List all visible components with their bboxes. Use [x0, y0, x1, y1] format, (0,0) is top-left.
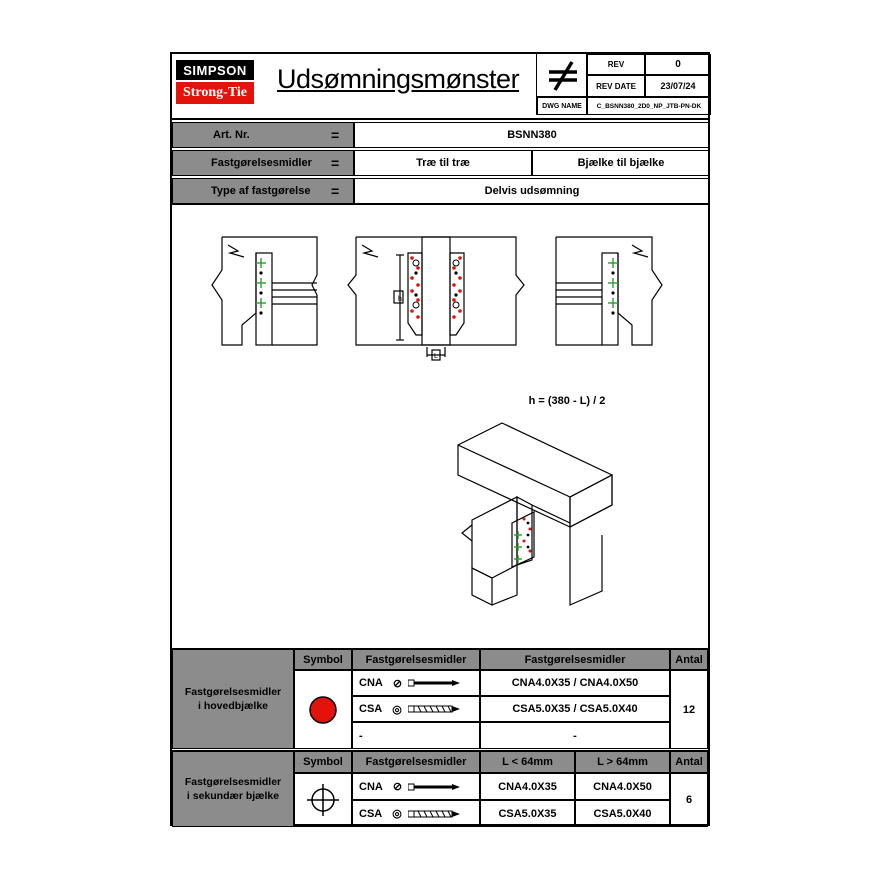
screw-icon	[408, 809, 460, 819]
art-nr-value: BSNN380	[354, 122, 710, 148]
art-nr-label	[172, 122, 354, 148]
sec-col-antal: Antal	[670, 751, 708, 773]
sec-col-l-small: L < 64mm	[480, 751, 575, 773]
col-fastgorelsesmidler: Fastgørelsesmidler	[352, 649, 480, 670]
secondary-beam-symbol	[294, 773, 352, 827]
main-beam-table	[172, 648, 708, 748]
main-r1-type	[352, 670, 480, 696]
secondary-beam-row-label	[172, 751, 294, 827]
csa-label: CSA	[359, 703, 383, 715]
fastener-dots	[256, 256, 618, 563]
main-beam-label-line1: Fastgørelsesmidler	[184, 686, 282, 698]
sec-r1-v2: CNA4.0X50	[575, 773, 670, 800]
red-circle-icon	[310, 697, 336, 723]
screw-icon	[408, 704, 460, 714]
not-equal-icon	[537, 54, 587, 97]
csa-label: CSA	[359, 807, 383, 820]
logo-strong-tie: Strong-Tie	[176, 82, 254, 104]
equals-sign: =	[331, 183, 340, 199]
drawing-area	[172, 204, 708, 648]
sec-col-symbol: Symbol	[294, 751, 352, 773]
main-r2-value: CSA5.0X35 / CSA5.0X40	[480, 696, 670, 722]
nail-icon	[408, 678, 460, 688]
sec-r2-v2: CSA5.0X40	[575, 800, 670, 827]
fastgorelsesmidler-label	[172, 150, 354, 176]
main-r3-value: -	[480, 722, 670, 749]
col-antal: Antal	[670, 649, 708, 670]
dwg-name-label: DWG NAME	[537, 97, 587, 115]
sec-r2-type	[352, 800, 480, 827]
sec-col-l-large: L > 64mm	[575, 751, 670, 773]
screw-head-icon: ◎	[392, 703, 402, 716]
info-section	[172, 118, 708, 203]
secondary-beam-label-line2: i sekundær bjælke	[186, 790, 280, 802]
installation-drawings	[172, 205, 708, 649]
main-r3-type: -	[352, 722, 480, 749]
nail-icon	[408, 782, 460, 792]
cna-label: CNA	[359, 780, 383, 793]
main-count: 12	[670, 670, 708, 749]
nail-head-icon: ⊘	[392, 781, 403, 793]
type-label-text: Type af fastgørelse	[211, 185, 311, 197]
art-nr-label-text: Art. Nr.	[213, 129, 250, 141]
fastgorelsesmidler-label-text: Fastgørelsesmidler	[211, 157, 312, 169]
nail-head-icon: ⊘	[392, 677, 403, 690]
left-view	[212, 237, 317, 345]
sec-col-fastgorelsesmidler: Fastgørelsesmidler	[352, 751, 480, 773]
type-label	[172, 178, 354, 204]
fastgorelsesmidler-value-1: Træ til træ	[354, 150, 532, 176]
main-beam-row-label	[172, 649, 294, 749]
main-r1-value: CNA4.0X35 / CNA4.0X50	[480, 670, 670, 696]
type-value: Delvis udsømning	[354, 178, 710, 204]
col-symbol: Symbol	[294, 649, 352, 670]
sec-count: 6	[670, 773, 708, 827]
sec-r1-type	[352, 773, 480, 800]
h-dimension-label: h	[398, 296, 402, 303]
rev-value: 0	[645, 54, 711, 75]
fastgorelsesmidler-value-2: Bjælke til bjælke	[532, 150, 710, 176]
right-view	[556, 237, 662, 345]
center-view	[348, 237, 524, 360]
main-beam-label-line2: i hovedbjælke	[197, 700, 269, 712]
page-title: Udsømningsmønster	[277, 64, 520, 94]
main-beam-symbol	[294, 670, 352, 749]
main-r2-type	[352, 696, 480, 722]
equals-sign: =	[331, 155, 340, 171]
screw-head-icon: ◎	[392, 808, 402, 820]
logo-simpson: SIMPSON	[176, 60, 254, 80]
secondary-beam-table	[172, 750, 708, 826]
iso-view	[458, 423, 612, 605]
equals-sign: =	[331, 127, 340, 143]
rev-date-label: REV DATE	[587, 75, 645, 97]
sec-r1-v1: CNA4.0X35	[480, 773, 575, 800]
drawing-sheet	[170, 52, 710, 826]
secondary-beam-label-line1: Fastgørelsesmidler	[184, 776, 282, 788]
revision-block	[536, 54, 710, 115]
l-dimension-label: L	[434, 353, 438, 360]
col-fastgorelsesmidler-2: Fastgørelsesmidler	[480, 649, 670, 670]
green-crosshair-icon	[305, 782, 341, 818]
sec-r2-v1: CSA5.0X35	[480, 800, 575, 827]
rev-label: REV	[587, 54, 645, 75]
dwg-name-value: C_BSNN380_2D0_NP_JTB-PN-DK	[587, 97, 711, 115]
height-formula: h = (380 - L) / 2	[528, 395, 606, 407]
rev-date-value: 23/07/24	[645, 75, 711, 97]
cna-label: CNA	[359, 677, 383, 689]
